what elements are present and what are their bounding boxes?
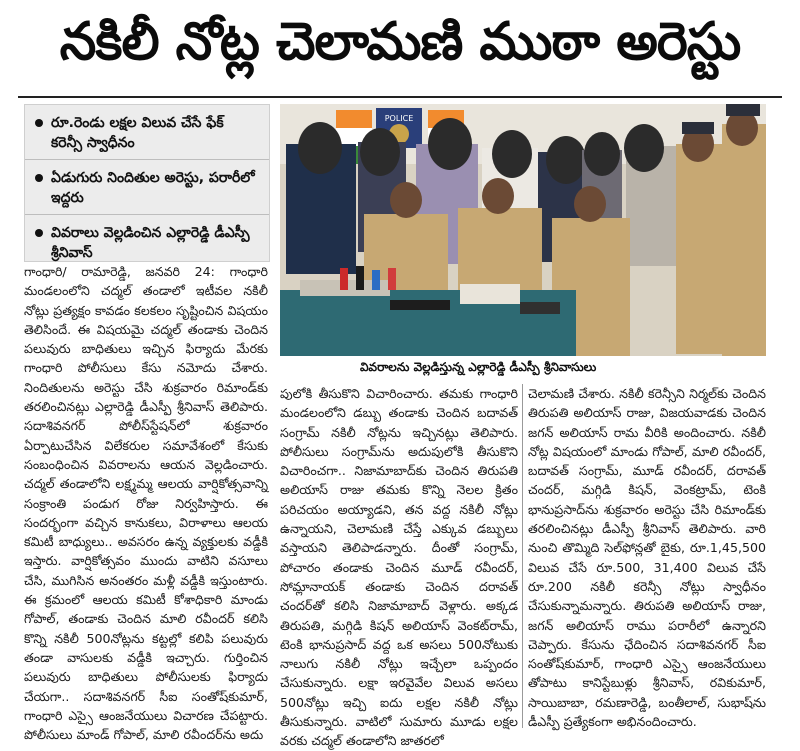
article-column-2: పులోకి తీసుకొని విచారించారు. తమకు గాంధారి మండలంలోని డబ్బు తండాకు చెందిన బదావత్ సంగ్రామ్ నకిలీ నోట్లను ఇచ్చినట్లు తెలిపారు. పోలీసులు సంగ్రామ్‌ను అదుపులోకి తీసుకొని విచారించగా.. నిజామాబాద్‌కు చెందిన తిరుపతి అలియాస్ రాజు తమకు కొన్ని నెలల క్రితం పరిచయం అయ్యాడని, తన వద్ద నకిలీ నోట్లు ఉన్నాయని, చెలామణి చేస్తే ఎక్కువ డబ్బులు వస్తాయని తెలిపాడన్నారు. దీంతో సంగ్రామ్, పోచారం తండాకు చెందిన మూడ్ రవీందర్, సోమ్లానాయక్ తండాకు చెందిన దరావత్ చందర్‌తో కలిసి నిజామాబాద్ వెళ్లారు. అక్కడ తిరుపతి, మగ్గిడి కిషన్ అలియాస్ వెంకట్‌రామ్, టెంకి భానుప్రసాద్ వద్ద ఒక అసలు 500నోటుకు నాలుగు నకిలీ నోట్లు ఇచ్చేలా ఒప్పందం చేసుకున్నారు. లక్షా ఇరవైవేల విలువ అసలు 500నోట్లు ఇచ్చి ఐదు లక్షల నకిలీ నోట్లు తీసుకున్నారు. వాటిలో సుమారు మూడు లక్షల వరకు చద్మల్ తండాలోని జాతరలో bbox=[280, 386, 518, 749]
highlight-item bbox=[25, 160, 269, 215]
press-conference-illustration bbox=[280, 104, 766, 356]
news-photo bbox=[280, 104, 766, 356]
column-divider bbox=[522, 384, 523, 728]
banner-label: POLICE bbox=[384, 114, 414, 123]
bullet-icon bbox=[35, 119, 43, 127]
highlight-text: రూ.రెండు లక్షల విలువ చేసే ఫేక్ కరెన్సీ స్వాధీనం bbox=[51, 115, 224, 151]
highlight-text: వివరాలు వెల్లడించిన ఎల్లారెడ్డి డీఎస్పీ శ్రీనివాస్ bbox=[51, 225, 250, 261]
headline: నకిలీ నోట్ల చెలామణి ముఠా అరెస్టు bbox=[59, 11, 741, 72]
article-column-1: గాంధారి/ రామారెడ్డి, జనవరి 24: గాంధారి మండలంలోని చద్మల్ తండాలో ఇటీవల నకిలీ నోట్లు ప్రత్యక్షం కావడం కలకలం సృష్టించిన విషయం తెలిసిందే. ఈ విషయమై చద్మల్ తండాకు చెందిన పలువురు బాధితులు ఇచ్చిన ఫిర్యాదు మేరకు గాంధారి పోలీసులు కేసు నమోదు చేశారు. నిందితులను అరెస్టు చేసి శుక్రవారం రిమాండ్‌కు తరలించినట్లు ఎల్లారెడ్డి డీఎస్పీ శ్రీనివాస్ తెలిపారు. సదాశివనగర్ పోలీస్‌స్టేషన్‌లో శుక్రవారం ఏర్పాటుచేసిన విలేకరుల సమావేశంలో కేసుకు సంబంధించిన వివరాలను ఆయన వెల్లడించారు. చద్మల్ తండాలోని లక్ష్మమ్మ ఆలయ వార్షికోత్సవాన్ని సంక్రాంతి పండుగ రోజు నిర్వహిస్తారు. ఈ సందర్భంగా వచ్చిన కానుకలు, విరాళాలు ఆలయ కమిటీ బాధ్యులు.. అవసరం ఉన్న వ్యక్తులకు వడ్డీకి ఇస్తారు. వార్షికోత్సవం ముందు వాటిని వసూలు చేసి, ముగిసిన అనంతరం మళ్లీ వడ్డీకి ఇస్తుంటారు. ఈ క్రమంలో ఆలయ కమిటీ కోశాధికారి మాండు గోపాల్, తండాకు చెందిన మాలి రవీందర్ కలిసి కొన్ని నకిలీ 500నోట్లను కట్టల్లో కలిపి పలువురు తండా వాసులకు వడ్డీకి ఇచ్చారు. గుర్తించిన పలువురు బాధితులు పోలీసులకు ఫిర్యాదు చేయగా.. సదాశివనగర్ సీఐ సంతోష్‌కుమార్, గాంధారి ఎస్సై ఆంజనేయులు విచారణ చేపట్టారు. పోలీసులు మాండ్ గోపాల్, మాలి రవీందర్‌ను అదు bbox=[24, 264, 268, 743]
headline-rule bbox=[18, 96, 782, 98]
highlight-item bbox=[25, 105, 269, 160]
highlight-text: ఏడుగురు నిందితుల అరెస్టు, పరారీలో ఇద్దరు bbox=[51, 170, 255, 206]
highlights-box bbox=[24, 104, 270, 262]
photo-caption: వివరాలను వెల్లడిస్తున్న ఎల్లారెడ్డి డీఎస్పీ శ్రీనివాసులు bbox=[360, 360, 597, 374]
highlight-item bbox=[25, 215, 269, 269]
article-column-3: చెలామణి చేశారు. నకిలీ కరెన్సీని నిర్మల్‌కు చెందిన తిరుపతి అలియాస్ రాజు, విజయవాడకు చెందిన జగన్ అలియాస్ రామ వీరికి అందించారు. నకిలీ నోట్ల విషయంలో మాండు గోపాల్, మాలి రవీందర్, బదావత్ సంగ్రామ్, మూడ్ రవీందర్, దరావత్ చందర్, మగ్గిడి కిషన్, వెంకట్రామ్, టెంకి భానుప్రసాద్‌ను శుక్రవారం అరెస్టు చేసి రిమాండ్‌కు తరలించినట్లు డీఎస్పీ శ్రీనివాస్ తెలిపారు. వారి నుంచి తొమ్మిది సెల్‌ఫోన్లతో బైకు, రూ.1,45,500 విలువ చేసే రూ.500, 31,400 విలువ చేసే రూ.200 నకిలీ కరెన్సీ నోట్లు స్వాధీనం చేసుకున్నామన్నారు. తిరుపతి అలియాస్ రాజు, జగన్ అలియాస్ రాము పరారీలో ఉన్నారని చెప్పారు. కేసును ఛేదించిన సదాశివనగర్ సీఐ సంతోష్‌కుమార్, గాంధారి ఎస్సై ఆంజనేయులు తోపాటు కానిస్టేబుళ్లు శ్రీనివాస్, రవికుమార్, సాయిబాబా, రమణారెడ్డి, బంతీలాల్, సుభాష్‌ను డీఎస్పీ ప్రత్యేకంగా అభినందించారు. bbox=[528, 386, 766, 730]
bullet-icon bbox=[35, 229, 43, 237]
bullet-icon bbox=[35, 174, 43, 182]
